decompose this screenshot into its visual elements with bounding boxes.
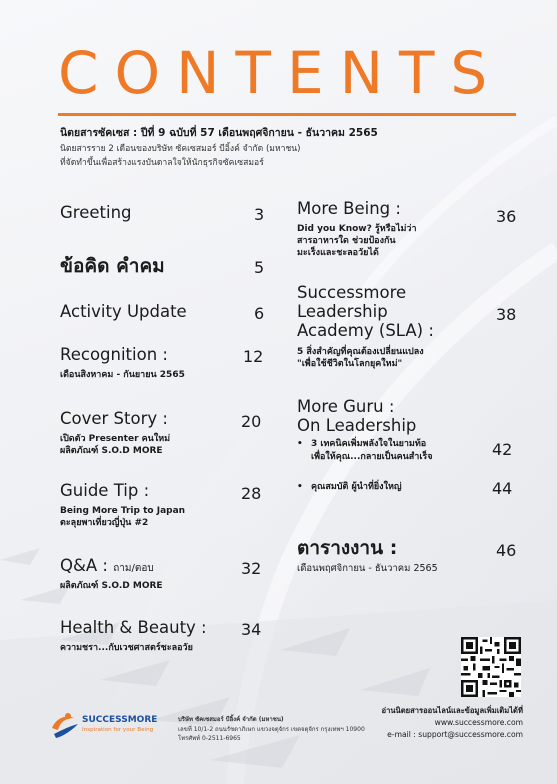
toc-heading: Recognition : bbox=[60, 345, 168, 364]
toc-subtitle: "เพื่อใช้ชีวิตในโลกยุคใหม่" bbox=[297, 359, 403, 370]
toc-heading: Leadership bbox=[297, 301, 388, 321]
toc-heading-suffix: ถาม/ตอบ bbox=[113, 563, 154, 574]
toc-page-number: 38 bbox=[496, 305, 517, 324]
toc-heading: ตารางงาน : bbox=[297, 537, 398, 559]
toc-entry-more-being[interactable] bbox=[297, 200, 417, 259]
bullet-text: เพื่อให้คุณ...กลายเป็นคนสำเร็จ bbox=[311, 451, 433, 462]
toc-page-number: 46 bbox=[496, 541, 517, 560]
toc-heading: Activity Update bbox=[60, 302, 187, 321]
toc-heading: Guide Tip : bbox=[60, 481, 150, 500]
toc-page-number: 12 bbox=[243, 347, 264, 366]
toc-bullet-item[interactable] bbox=[297, 438, 433, 463]
toc-page-number: 3 bbox=[254, 205, 265, 224]
toc-subtitle: เดือนพฤศจิกายน - ธันวาคม 2565 bbox=[297, 562, 438, 574]
toc-heading bbox=[60, 557, 163, 576]
title-divider bbox=[58, 113, 516, 116]
toc-entry-health-beauty[interactable] bbox=[60, 619, 207, 654]
magazine-purpose: ที่จัดทำขึ้นเพื่อสร้างแรงบันดาลใจให้นักธุรกิจซัคเซสมอร์ bbox=[60, 158, 264, 168]
toc-page-number: 36 bbox=[496, 207, 517, 226]
toc-subtitle: มะเร็งและชะลอวัยได้ bbox=[297, 248, 379, 259]
bullet-icon: • bbox=[297, 439, 303, 449]
toc-subtitle: ผลิตภัณฑ์ S.O.D MORE bbox=[60, 446, 163, 457]
issue-line: นิตยสารซัคเซส : ปีที่ 9 ฉบับที่ 57 เดือนพฤศจิกายน - ธันวาคม 2565 bbox=[60, 127, 378, 139]
toc-heading: On Leadership bbox=[297, 415, 417, 435]
website-link[interactable]: www.successmore.com bbox=[434, 718, 523, 727]
toc-heading: Academy (SLA) : bbox=[297, 320, 434, 340]
toc-page-number: 32 bbox=[241, 559, 262, 578]
toc-page-number: 6 bbox=[254, 304, 265, 323]
toc-entry-sla[interactable] bbox=[297, 284, 434, 370]
toc-heading: Health & Beauty : bbox=[60, 618, 207, 637]
toc-subtitle: เดือนสิงหาคม - กันยายน 2565 bbox=[60, 369, 185, 380]
toc-page-number: 42 bbox=[492, 440, 513, 459]
company-name: บริษัท ซัคเซสมอร์ บีอิ้งค์ จำกัด (มหาชน) bbox=[178, 716, 284, 723]
toc-heading: Cover Story : bbox=[60, 409, 168, 428]
toc-heading: ข้อคิด คำคม bbox=[60, 255, 165, 277]
bullet-icon: • bbox=[297, 482, 303, 492]
toc-heading: Successmore bbox=[297, 283, 407, 302]
toc-subtitle: 5 สิ่งสำคัญที่คุณต้องเปลี่ยนแปลง bbox=[297, 346, 424, 357]
toc-entry-guide-tip[interactable] bbox=[60, 482, 185, 529]
qr-code-icon[interactable] bbox=[461, 637, 521, 697]
toc-entry-schedule[interactable] bbox=[297, 538, 438, 576]
toc-subtitle: เปิดตัว Presenter คนใหม่ bbox=[60, 433, 171, 444]
toc-entry-cover-story[interactable] bbox=[60, 410, 170, 457]
bullet-text: คุณสมบัติ ผู้นำที่ยิ่งใหญ่ bbox=[311, 482, 402, 492]
toc-entry-recognition[interactable] bbox=[60, 346, 185, 381]
magazine-description: นิตยสารราย 2 เดือนของบริษัท ซัคเซสมอร์ บีอิ้งค์ จำกัด (มหาชน) bbox=[60, 144, 301, 154]
toc-subtitle: ตะลุยพาเที่ยวญี่ปุ่น #2 bbox=[60, 518, 149, 529]
page-title: CONTENTS bbox=[58, 39, 504, 107]
toc-heading: Greeting bbox=[60, 203, 132, 222]
toc-page-number: 20 bbox=[241, 412, 262, 431]
company-address: เลขที่ 10/1-2 ถนนรัชดาภิเษก แขวงจตุจักร เขตจตุจักร กรุงเทพฯ 10900 bbox=[178, 726, 365, 733]
toc-subtitle: ผลิตภัณฑ์ S.O.D MORE bbox=[60, 580, 163, 591]
email-link[interactable]: e-mail : support@successmore.com bbox=[387, 730, 523, 739]
toc-subtitle: Did you Know? รู้หรือไม่ว่า bbox=[297, 223, 417, 234]
toc-heading: More Guru : bbox=[297, 397, 395, 416]
bullet-text: 3 เทคนิคเพิ่มพลังใจในยามท้อ bbox=[311, 439, 427, 449]
toc-subtitle: สารอาหารใด ช่วยป้องกัน bbox=[297, 236, 396, 247]
toc-subtitle: ความชรา...กับเวชศาสตร์ชะลอวัย bbox=[60, 642, 193, 653]
toc-page-number: 5 bbox=[254, 258, 265, 277]
toc-page-number: 44 bbox=[492, 479, 513, 498]
toc-entry-qa[interactable] bbox=[60, 557, 163, 592]
brand-tagline: Inspiration for your Being bbox=[82, 727, 154, 733]
toc-heading-main: Q&A : bbox=[60, 556, 108, 575]
toc-page-number: 34 bbox=[241, 620, 262, 639]
toc-subtitle: Being More Trip to Japan bbox=[60, 505, 186, 516]
toc-bullet-item[interactable] bbox=[297, 481, 402, 494]
company-phone: โทรศัพท์ 0-2511-6965 bbox=[178, 735, 241, 742]
toc-entry-greeting[interactable] bbox=[60, 204, 132, 223]
toc-entry-more-guru[interactable] bbox=[297, 398, 416, 436]
toc-heading: More Being : bbox=[297, 199, 401, 218]
brand-name: SUCCESSMORE bbox=[82, 715, 158, 725]
toc-entry-activity-update[interactable] bbox=[60, 303, 187, 322]
toc-page-number: 28 bbox=[241, 484, 262, 503]
toc-entry-quotes[interactable] bbox=[60, 256, 165, 278]
online-reading-note: อ่านนิตยสารออนไลน์และข้อมูลเพิ่มเติมได้ที่ bbox=[381, 706, 523, 715]
